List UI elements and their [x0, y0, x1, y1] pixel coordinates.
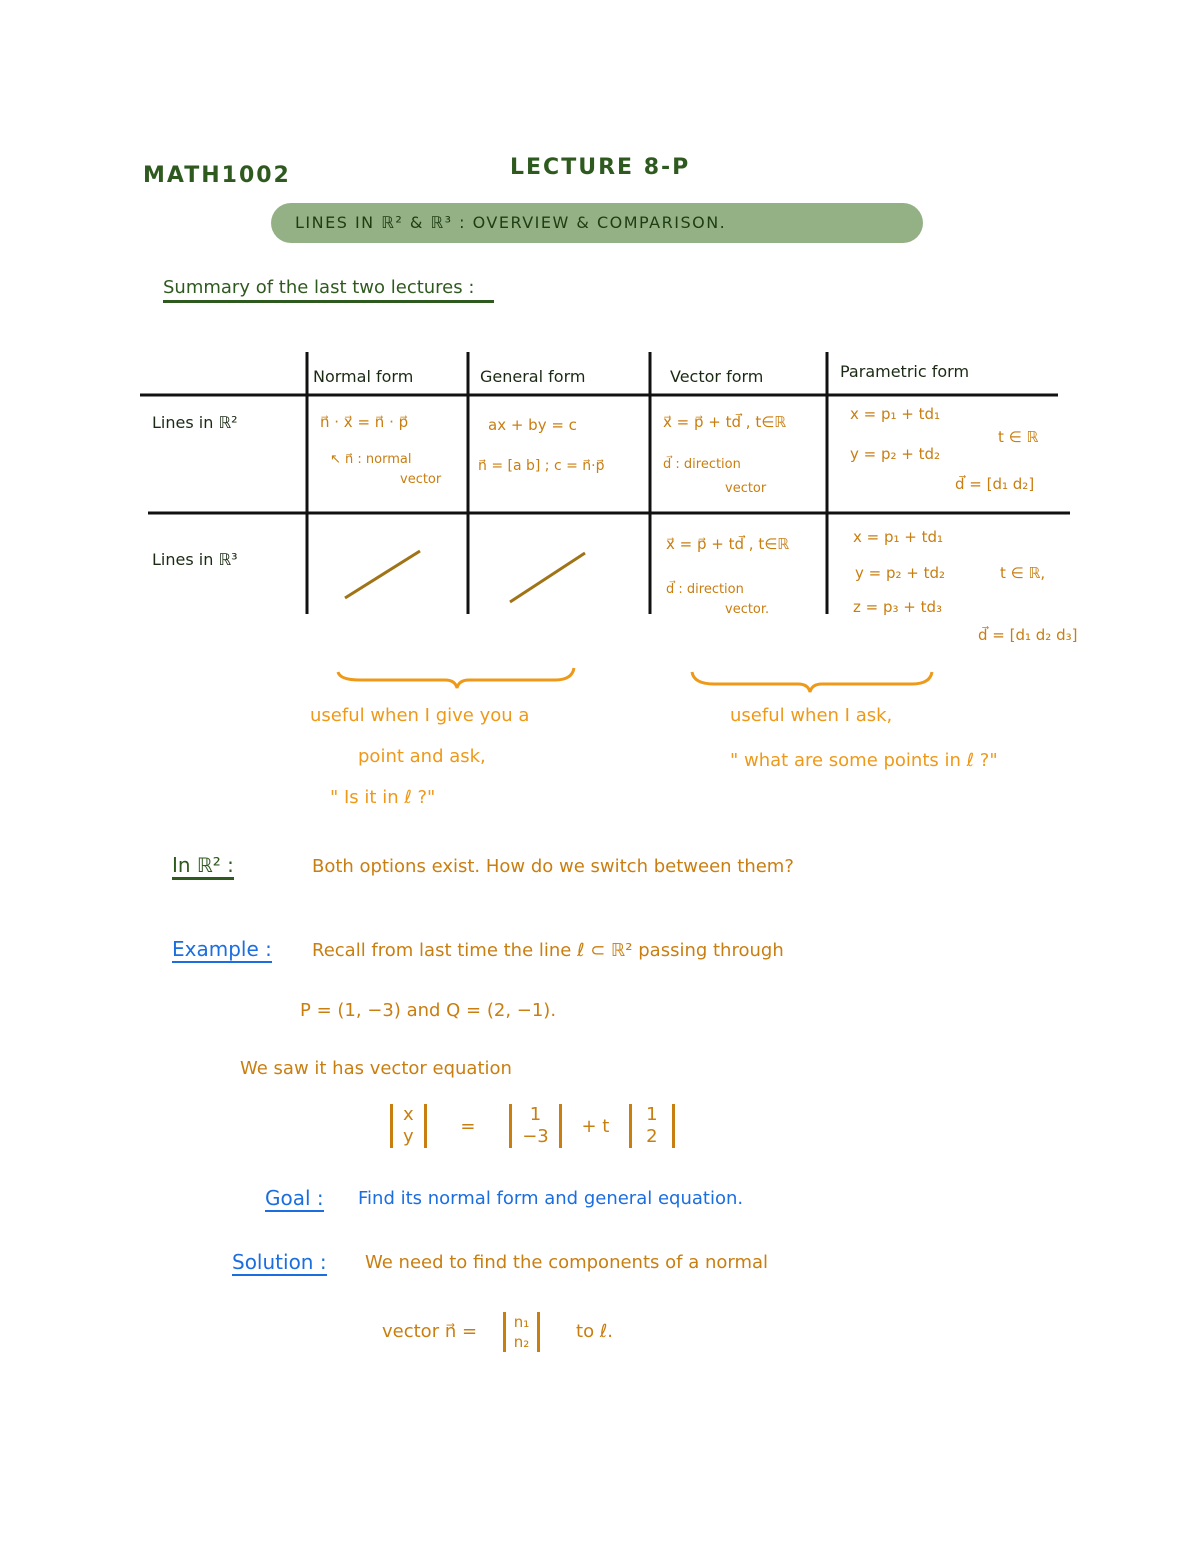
vector-p: 1 −3 — [509, 1104, 562, 1148]
r2-param-x: x = p₁ + td₁ — [850, 405, 941, 423]
r2-vector-eq: x⃗ = p⃗ + td⃗ , t∈ℝ — [663, 413, 787, 431]
r2-normal-note2: vector — [400, 472, 442, 487]
r3-param-d: d⃗ = [d₁ d₂ d₃] — [978, 626, 1078, 644]
r2-vector-note2: vector — [725, 481, 767, 496]
col-normal-form: Normal form — [313, 367, 414, 386]
r3-param-x: x = p₁ + td₁ — [853, 528, 944, 546]
vector-x-y: x y — [390, 1104, 427, 1148]
solution-text: We need to find the components of a normal — [365, 1252, 769, 1273]
example-line-1: Recall from last time the line ℓ ⊂ ℝ² passing through — [312, 940, 784, 961]
r3-vector-eq: x⃗ = p⃗ + td⃗ , t∈ℝ — [666, 535, 790, 553]
r3-param-t: t ∈ ℝ, — [1000, 564, 1046, 582]
r2-normal-note: ↖ n⃗ : normal — [330, 452, 412, 467]
r3-param-z: z = p₃ + td₃ — [853, 598, 943, 616]
note-right-2: " what are some points in ℓ ?" — [730, 750, 998, 771]
r2-param-d: d⃗ = [d₁ d₂] — [955, 475, 1035, 493]
goal-label: Goal : — [265, 1186, 324, 1210]
lecture-title: LECTURE 8-P — [510, 155, 691, 180]
solution-line-2: vector n⃗ = n₁ n₂ to ℓ. — [382, 1313, 613, 1351]
r3-vector-note2: vector. — [725, 602, 770, 617]
note-left-1: useful when I give you a — [310, 705, 530, 726]
summary-heading: Summary of the last two lectures : — [163, 277, 494, 303]
r2-general-eq: ax + by = c — [488, 416, 577, 434]
col-parametric-form: Parametric form — [840, 362, 970, 381]
r3-param-y: y = p₂ + td₂ — [855, 564, 946, 582]
note-right-1: useful when I ask, — [730, 705, 893, 726]
example-label: Example : — [172, 937, 272, 961]
r2-param-y: y = p₂ + td₂ — [850, 445, 941, 463]
na-mark-normal — [345, 551, 420, 598]
col-vector-form: Vector form — [670, 367, 764, 386]
r2-normal-eq: n⃗ · x⃗ = n⃗ · p⃗ — [320, 413, 409, 431]
r2-param-t: t ∈ ℝ — [998, 428, 1039, 446]
example-line-2: P = (1, −3) and Q = (2, −1). — [300, 1000, 557, 1021]
r2-general-note: n⃗ = [a b] ; c = n⃗·p⃗ — [478, 458, 605, 474]
course-code: MATH1002 — [143, 163, 291, 188]
solution-label: Solution : — [232, 1250, 327, 1274]
row-label-r3: Lines in ℝ³ — [152, 550, 238, 569]
example-line-3: We saw it has vector equation — [240, 1058, 512, 1079]
note-left-3: " Is it in ℓ ?" — [330, 787, 436, 808]
vector-equation: x y = 1 −3 + t 1 2 — [390, 1104, 675, 1148]
right-brace — [692, 672, 932, 692]
r2-label: In ℝ² : — [172, 853, 234, 880]
banner-text: LINES IN ℝ² & ℝ³ : OVERVIEW & COMPARISON. — [295, 213, 727, 232]
r2-text: Both options exist. How do we switch between them? — [312, 856, 794, 877]
vector-d: 1 2 — [629, 1104, 674, 1148]
na-mark-general — [510, 553, 585, 602]
row-label-r2: Lines in ℝ² — [152, 413, 238, 432]
left-brace — [338, 668, 574, 688]
normal-vector: n₁ n₂ — [503, 1312, 541, 1352]
col-general-form: General form — [480, 367, 586, 386]
r2-vector-note: d⃗ : direction — [663, 457, 741, 472]
goal-text: Find its normal form and general equation. — [358, 1188, 744, 1209]
r3-vector-note: d⃗ : direction — [666, 582, 744, 597]
note-left-2: point and ask, — [358, 746, 486, 767]
